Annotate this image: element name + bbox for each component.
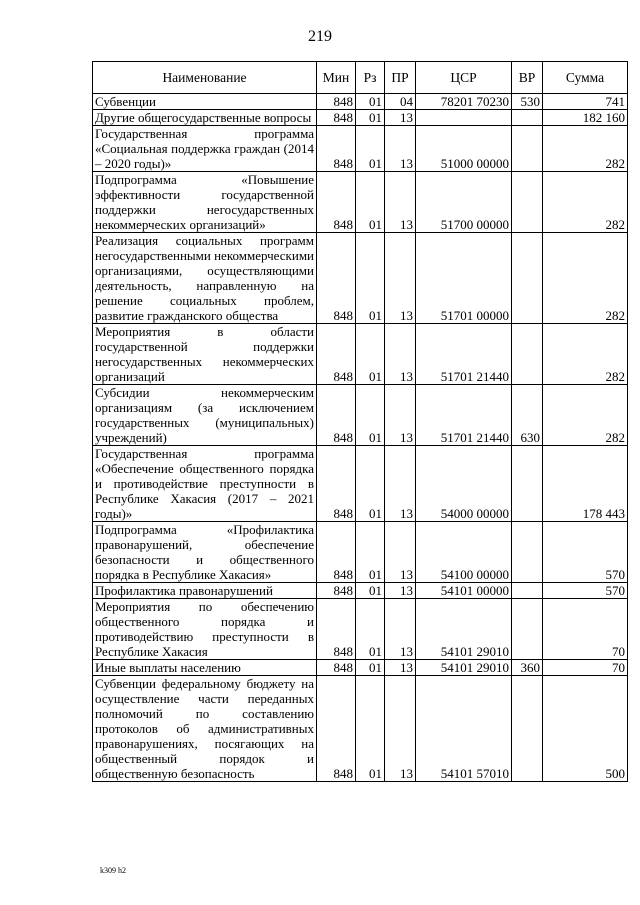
table-body xyxy=(93,94,628,782)
column-header-min: Мин xyxy=(317,62,356,94)
row-rz: 01 xyxy=(356,172,385,233)
row-rz: 01 xyxy=(356,110,385,126)
row-name: Государственная программа «Обеспечение общественного порядка и противодействие преступности в Республике Хакасия (2017 – 2021 годы)» xyxy=(93,446,317,522)
table-row xyxy=(93,676,628,782)
row-vr: 630 xyxy=(512,385,543,446)
table-row xyxy=(93,599,628,660)
row-csr: 54000 00000 xyxy=(416,446,512,522)
row-min: 848 xyxy=(317,599,356,660)
row-rz: 01 xyxy=(356,522,385,583)
row-vr: 360 xyxy=(512,660,543,676)
row-csr: 54101 57010 xyxy=(416,676,512,782)
row-min: 848 xyxy=(317,110,356,126)
row-pr: 13 xyxy=(385,660,416,676)
row-csr: 51700 00000 xyxy=(416,172,512,233)
table-row xyxy=(93,385,628,446)
row-csr: 78201 70230 xyxy=(416,94,512,110)
row-pr: 13 xyxy=(385,599,416,660)
row-sum: 282 xyxy=(543,126,628,172)
column-header-name: Наименование xyxy=(93,62,317,94)
row-vr xyxy=(512,583,543,599)
row-vr xyxy=(512,599,543,660)
row-min: 848 xyxy=(317,233,356,324)
row-pr: 13 xyxy=(385,324,416,385)
row-rz: 01 xyxy=(356,446,385,522)
row-sum: 70 xyxy=(543,660,628,676)
row-vr xyxy=(512,172,543,233)
row-pr: 13 xyxy=(385,522,416,583)
row-pr: 13 xyxy=(385,385,416,446)
table-row xyxy=(93,583,628,599)
row-pr: 13 xyxy=(385,676,416,782)
table-row xyxy=(93,94,628,110)
table-row xyxy=(93,172,628,233)
row-sum: 282 xyxy=(543,233,628,324)
table-row xyxy=(93,324,628,385)
table-row xyxy=(93,522,628,583)
row-csr: 54101 29010 xyxy=(416,599,512,660)
table-row xyxy=(93,110,628,126)
row-vr xyxy=(512,676,543,782)
row-csr xyxy=(416,110,512,126)
column-header-sum: Сумма xyxy=(543,62,628,94)
row-pr: 13 xyxy=(385,110,416,126)
row-min: 848 xyxy=(317,676,356,782)
table-row xyxy=(93,660,628,676)
column-header-pr: ПР xyxy=(385,62,416,94)
row-rz: 01 xyxy=(356,660,385,676)
row-sum: 500 xyxy=(543,676,628,782)
row-pr: 13 xyxy=(385,126,416,172)
row-csr: 51701 00000 xyxy=(416,233,512,324)
row-rz: 01 xyxy=(356,583,385,599)
row-name: Другие общегосударственные вопросы xyxy=(93,110,317,126)
row-pr: 13 xyxy=(385,172,416,233)
row-sum: 570 xyxy=(543,583,628,599)
row-rz: 01 xyxy=(356,324,385,385)
row-name: Субвенции федеральному бюджету на осуществление части переданных полномочий по составлению протоколов об административных правонарушениях, посягающих на общественный порядок и общественную безопасность xyxy=(93,676,317,782)
row-name: Профилактика правонарушений xyxy=(93,583,317,599)
row-sum: 570 xyxy=(543,522,628,583)
row-csr: 54101 00000 xyxy=(416,583,512,599)
row-vr xyxy=(512,110,543,126)
row-name: Подпрограмма «Профилактика правонарушений, обеспечение безопасности и общественного порядка в Республике Хакасия» xyxy=(93,522,317,583)
row-min: 848 xyxy=(317,522,356,583)
row-min: 848 xyxy=(317,172,356,233)
table-header-row xyxy=(93,62,628,94)
budget-table xyxy=(92,61,628,782)
row-csr: 54100 00000 xyxy=(416,522,512,583)
row-min: 848 xyxy=(317,94,356,110)
row-pr: 13 xyxy=(385,446,416,522)
row-min: 848 xyxy=(317,385,356,446)
row-pr: 04 xyxy=(385,94,416,110)
table-row xyxy=(93,233,628,324)
row-sum: 741 xyxy=(543,94,628,110)
row-rz: 01 xyxy=(356,233,385,324)
row-name: Подпрограмма «Повышение эффективности государственной поддержки негосударственных некоммерческих организаций» xyxy=(93,172,317,233)
row-name: Субсидии некоммерческим организациям (за исключением государственных (муниципальных) учреждений) xyxy=(93,385,317,446)
row-name: Иные выплаты населению xyxy=(93,660,317,676)
row-sum: 282 xyxy=(543,385,628,446)
row-min: 848 xyxy=(317,660,356,676)
row-vr xyxy=(512,522,543,583)
row-sum: 70 xyxy=(543,599,628,660)
row-pr: 13 xyxy=(385,583,416,599)
row-vr: 530 xyxy=(512,94,543,110)
row-min: 848 xyxy=(317,324,356,385)
row-csr: 54101 29010 xyxy=(416,660,512,676)
row-name: Государственная программа «Социальная поддержка граждан (2014 – 2020 годы)» xyxy=(93,126,317,172)
column-header-vr: ВР xyxy=(512,62,543,94)
row-vr xyxy=(512,126,543,172)
row-csr: 51701 21440 xyxy=(416,324,512,385)
column-header-csr: ЦСР xyxy=(416,62,512,94)
row-min: 848 xyxy=(317,126,356,172)
row-sum: 282 xyxy=(543,172,628,233)
row-vr xyxy=(512,446,543,522)
row-vr xyxy=(512,324,543,385)
row-rz: 01 xyxy=(356,676,385,782)
row-vr xyxy=(512,233,543,324)
row-pr: 13 xyxy=(385,233,416,324)
row-sum: 282 xyxy=(543,324,628,385)
row-name: Субвенции xyxy=(93,94,317,110)
row-name: Реализация социальных программ негосударственными некоммерческими организациями, осуществляющими деятельность, направленную на решение социальных проблем, развитие гражданского общества xyxy=(93,233,317,324)
row-min: 848 xyxy=(317,583,356,599)
column-header-rz: Рз xyxy=(356,62,385,94)
document-code: k309 h2 xyxy=(100,866,126,875)
row-rz: 01 xyxy=(356,599,385,660)
row-rz: 01 xyxy=(356,94,385,110)
table-row xyxy=(93,126,628,172)
row-rz: 01 xyxy=(356,385,385,446)
row-min: 848 xyxy=(317,446,356,522)
row-sum: 182 160 xyxy=(543,110,628,126)
row-csr: 51701 21440 xyxy=(416,385,512,446)
table-row xyxy=(93,446,628,522)
row-name: Мероприятия в области государственной поддержки негосударственных некоммерческих организаций xyxy=(93,324,317,385)
row-rz: 01 xyxy=(356,126,385,172)
row-name: Мероприятия по обеспечению общественного порядка и противодействию преступности в Республике Хакасия xyxy=(93,599,317,660)
row-sum: 178 443 xyxy=(543,446,628,522)
row-csr: 51000 00000 xyxy=(416,126,512,172)
page-number: 219 xyxy=(308,28,332,45)
